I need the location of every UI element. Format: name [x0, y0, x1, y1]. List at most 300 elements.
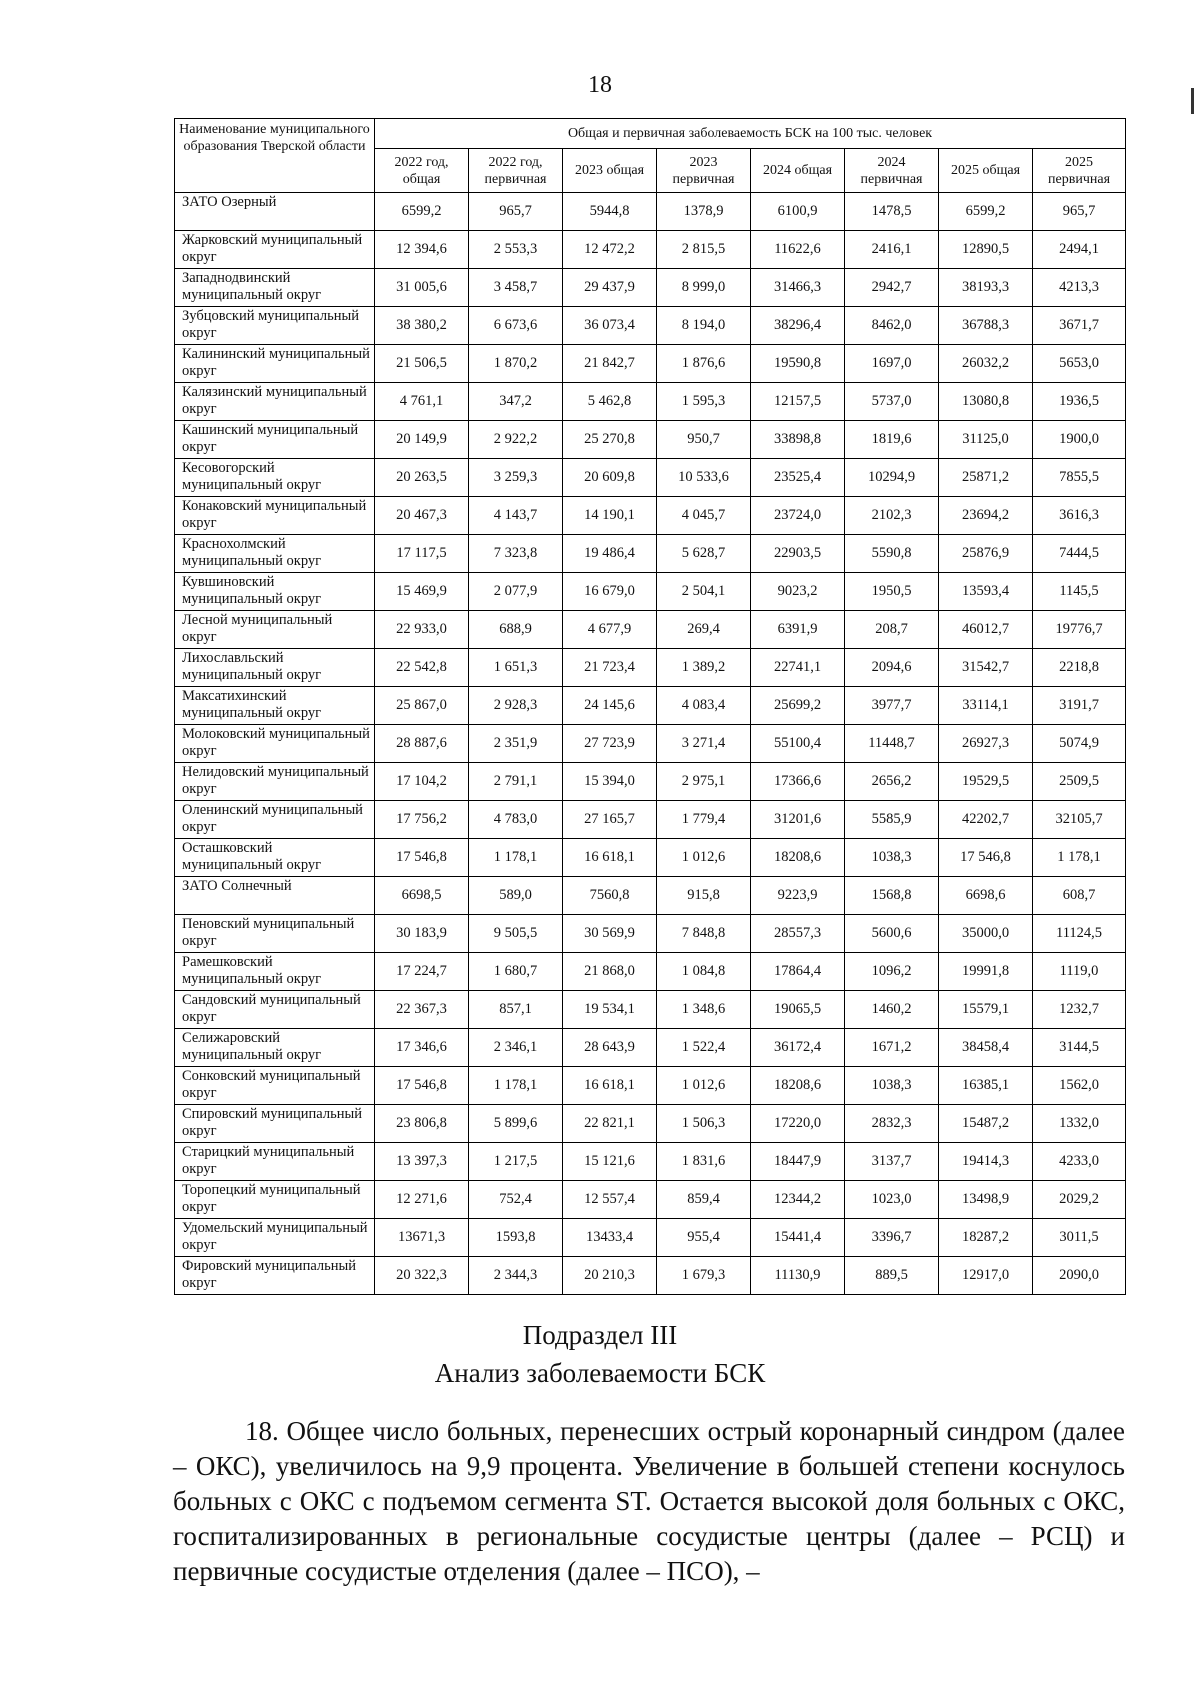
value-cell: 1 522,4	[657, 1029, 751, 1067]
value-cell: 18208,6	[751, 1067, 845, 1105]
value-cell: 2029,2	[1033, 1181, 1126, 1219]
value-cell: 6599,2	[375, 193, 469, 231]
value-cell: 33114,1	[939, 687, 1033, 725]
table-row	[175, 307, 1126, 345]
value-cell: 1119,0	[1033, 953, 1126, 991]
value-cell: 1 348,6	[657, 991, 751, 1029]
value-cell: 21 506,5	[375, 345, 469, 383]
value-cell: 13433,4	[563, 1219, 657, 1257]
subsection-subtitle: Анализ заболеваемости БСК	[434, 1358, 766, 1388]
table-body	[175, 193, 1126, 1295]
value-cell: 13671,3	[375, 1219, 469, 1257]
value-cell: 4 783,0	[469, 801, 563, 839]
value-cell: 15487,2	[939, 1105, 1033, 1143]
table-row	[175, 345, 1126, 383]
value-cell: 6100,9	[751, 193, 845, 231]
value-cell: 3011,5	[1033, 1219, 1126, 1257]
value-cell: 2 922,2	[469, 421, 563, 459]
value-cell: 27 723,9	[563, 725, 657, 763]
value-cell: 22 821,1	[563, 1105, 657, 1143]
municipality-name-cell: Калининский муниципальный округ	[175, 345, 375, 383]
table-row	[175, 1105, 1126, 1143]
value-cell: 9223,9	[751, 877, 845, 915]
municipality-name-cell: Калязинский муниципальный округ	[175, 383, 375, 421]
value-cell: 7444,5	[1033, 535, 1126, 573]
table-row	[175, 611, 1126, 649]
value-cell: 21 868,0	[563, 953, 657, 991]
body-paragraph: 18. Общее число больных, перенесших острый коронарный синдром (далее – ОКС), увеличилось на 9,9 процента. Увеличение в большей степени коснулось больных с ОКС с подъемом сегмента ST. Остается высокой доля больных с ОКС, госпитализированных в региональные сосудистые центры (далее – РСЦ) и первичные сосудистые отделения (далее – ПСО), –	[173, 1416, 1125, 1586]
municipality-name-cell: Старицкий муниципальный округ	[175, 1143, 375, 1181]
value-cell: 1 389,2	[657, 649, 751, 687]
value-cell: 6391,9	[751, 611, 845, 649]
value-cell: 10294,9	[845, 459, 939, 497]
municipality-name-cell: Торопецкий муниципальный округ	[175, 1181, 375, 1219]
value-cell: 15579,1	[939, 991, 1033, 1029]
table-row	[175, 1143, 1126, 1181]
value-cell: 22 367,3	[375, 991, 469, 1029]
value-cell: 4 761,1	[375, 383, 469, 421]
value-cell: 1 178,1	[469, 839, 563, 877]
value-cell: 859,4	[657, 1181, 751, 1219]
value-cell: 13080,8	[939, 383, 1033, 421]
value-cell: 17 546,8	[375, 839, 469, 877]
value-cell: 1593,8	[469, 1219, 563, 1257]
value-cell: 1 679,3	[657, 1257, 751, 1295]
value-cell: 20 149,9	[375, 421, 469, 459]
value-cell: 1 779,4	[657, 801, 751, 839]
municipality-name-cell: Удомельский муниципальный округ	[175, 1219, 375, 1257]
value-cell: 2494,1	[1033, 231, 1126, 269]
value-cell: 28 887,6	[375, 725, 469, 763]
municipality-name-cell: ЗАТО Озерный	[175, 193, 375, 231]
value-cell: 25871,2	[939, 459, 1033, 497]
value-cell: 17 104,2	[375, 763, 469, 801]
value-cell: 1478,5	[845, 193, 939, 231]
morbidity-group-header: Общая и первичная заболеваемость БСК на 100 тыс. человек	[375, 119, 1126, 149]
value-cell: 965,7	[469, 193, 563, 231]
municipality-name-cell: Кашинский муниципальный округ	[175, 421, 375, 459]
value-cell: 2 791,1	[469, 763, 563, 801]
municipality-name-cell: Молоковский муниципальный округ	[175, 725, 375, 763]
value-cell: 2 553,3	[469, 231, 563, 269]
table-row	[175, 573, 1126, 611]
value-cell: 19991,8	[939, 953, 1033, 991]
value-cell: 25699,2	[751, 687, 845, 725]
value-cell: 23694,2	[939, 497, 1033, 535]
value-cell: 29 437,9	[563, 269, 657, 307]
municipality-name-cell: Зубцовский муниципальный округ	[175, 307, 375, 345]
municipality-name-cell: Спировский муниципальный округ	[175, 1105, 375, 1143]
value-cell: 38296,4	[751, 307, 845, 345]
value-cell: 4 143,7	[469, 497, 563, 535]
value-cell: 19590,8	[751, 345, 845, 383]
value-cell: 12344,2	[751, 1181, 845, 1219]
value-cell: 688,9	[469, 611, 563, 649]
value-cell: 1 831,6	[657, 1143, 751, 1181]
value-cell: 20 322,3	[375, 1257, 469, 1295]
value-cell: 9 505,5	[469, 915, 563, 953]
value-cell: 17220,0	[751, 1105, 845, 1143]
value-cell: 21 842,7	[563, 345, 657, 383]
value-cell: 915,8	[657, 877, 751, 915]
value-cell: 2 975,1	[657, 763, 751, 801]
municipality-name-cell: Кувшиновский муниципальный округ	[175, 573, 375, 611]
value-cell: 38 380,2	[375, 307, 469, 345]
value-cell: 17864,4	[751, 953, 845, 991]
value-cell: 3 458,7	[469, 269, 563, 307]
value-cell: 30 183,9	[375, 915, 469, 953]
value-cell: 15441,4	[751, 1219, 845, 1257]
value-cell: 42202,7	[939, 801, 1033, 839]
value-cell: 23 806,8	[375, 1105, 469, 1143]
value-cell: 1232,7	[1033, 991, 1126, 1029]
value-cell: 20 467,3	[375, 497, 469, 535]
value-cell: 12157,5	[751, 383, 845, 421]
value-cell: 8 999,0	[657, 269, 751, 307]
municipality-name-cell: Кесовогорский муниципальный округ	[175, 459, 375, 497]
table-row	[175, 687, 1126, 725]
value-cell: 31201,6	[751, 801, 845, 839]
value-cell: 589,0	[469, 877, 563, 915]
value-cell: 1 651,3	[469, 649, 563, 687]
value-cell: 11124,5	[1033, 915, 1126, 953]
municipality-name-cell: Осташковский муниципальный округ	[175, 839, 375, 877]
value-cell: 4 677,9	[563, 611, 657, 649]
value-cell: 6698,5	[375, 877, 469, 915]
table-row	[175, 497, 1126, 535]
value-cell: 1 506,3	[657, 1105, 751, 1143]
table-row	[175, 1029, 1126, 1067]
municipality-name-cell: Нелидовский муниципальный округ	[175, 763, 375, 801]
value-cell: 12 557,4	[563, 1181, 657, 1219]
municipality-name-cell: Селижаровский муниципальный округ	[175, 1029, 375, 1067]
value-cell: 5 628,7	[657, 535, 751, 573]
page-number: 18	[588, 72, 612, 98]
value-cell: 1038,3	[845, 839, 939, 877]
value-cell: 21 723,4	[563, 649, 657, 687]
value-cell: 2094,6	[845, 649, 939, 687]
value-cell: 15 121,6	[563, 1143, 657, 1181]
value-cell: 1023,0	[845, 1181, 939, 1219]
morbidity-table	[174, 118, 1126, 1295]
municipality-name-cell: Конаковский муниципальный округ	[175, 497, 375, 535]
value-cell: 1568,8	[845, 877, 939, 915]
value-cell: 5 899,6	[469, 1105, 563, 1143]
table-row	[175, 1067, 1126, 1105]
table-row	[175, 383, 1126, 421]
value-cell: 26927,3	[939, 725, 1033, 763]
table-row	[175, 915, 1126, 953]
subsection-heading	[0, 1316, 1200, 1392]
value-cell: 1 870,2	[469, 345, 563, 383]
column-header: 2024 первичная	[845, 149, 939, 193]
value-cell: 2 504,1	[657, 573, 751, 611]
value-cell: 965,7	[1033, 193, 1126, 231]
value-cell: 1 012,6	[657, 839, 751, 877]
value-cell: 1 595,3	[657, 383, 751, 421]
value-cell: 31466,3	[751, 269, 845, 307]
value-cell: 9023,2	[751, 573, 845, 611]
value-cell: 208,7	[845, 611, 939, 649]
column-header: 2023 первичная	[657, 149, 751, 193]
value-cell: 1460,2	[845, 991, 939, 1029]
value-cell: 752,4	[469, 1181, 563, 1219]
value-cell: 16 679,0	[563, 573, 657, 611]
value-cell: 2509,5	[1033, 763, 1126, 801]
value-cell: 30 569,9	[563, 915, 657, 953]
value-cell: 22903,5	[751, 535, 845, 573]
value-cell: 608,7	[1033, 877, 1126, 915]
municipality-name-cell: Фировский муниципальный округ	[175, 1257, 375, 1295]
value-cell: 5 462,8	[563, 383, 657, 421]
municipality-name-cell: Жарковский муниципальный округ	[175, 231, 375, 269]
column-header: 2024 общая	[751, 149, 845, 193]
municipality-name-header: Наименование муниципального образования Тверской области	[175, 119, 375, 193]
value-cell: 955,4	[657, 1219, 751, 1257]
value-cell: 18208,6	[751, 839, 845, 877]
value-cell: 15 394,0	[563, 763, 657, 801]
value-cell: 3137,7	[845, 1143, 939, 1181]
table-row	[175, 839, 1126, 877]
table-row	[175, 877, 1126, 915]
column-header: 2025 первичная	[1033, 149, 1126, 193]
value-cell: 35000,0	[939, 915, 1033, 953]
table-row	[175, 421, 1126, 459]
value-cell: 2 346,1	[469, 1029, 563, 1067]
value-cell: 1562,0	[1033, 1067, 1126, 1105]
value-cell: 3144,5	[1033, 1029, 1126, 1067]
value-cell: 38193,3	[939, 269, 1033, 307]
value-cell: 19065,5	[751, 991, 845, 1029]
value-cell: 11130,9	[751, 1257, 845, 1295]
value-cell: 27 165,7	[563, 801, 657, 839]
municipality-name-cell: ЗАТО Солнечный	[175, 877, 375, 915]
table-row	[175, 193, 1126, 231]
value-cell: 2218,8	[1033, 649, 1126, 687]
value-cell: 12890,5	[939, 231, 1033, 269]
value-cell: 8462,0	[845, 307, 939, 345]
value-cell: 950,7	[657, 421, 751, 459]
value-cell: 5074,9	[1033, 725, 1126, 763]
value-cell: 2 815,5	[657, 231, 751, 269]
table-row	[175, 231, 1126, 269]
table-row	[175, 801, 1126, 839]
value-cell: 32105,7	[1033, 801, 1126, 839]
value-cell: 22 542,8	[375, 649, 469, 687]
value-cell: 5737,0	[845, 383, 939, 421]
table-row	[175, 1181, 1126, 1219]
value-cell: 7 848,8	[657, 915, 751, 953]
value-cell: 5944,8	[563, 193, 657, 231]
value-cell: 19529,5	[939, 763, 1033, 801]
value-cell: 25 867,0	[375, 687, 469, 725]
municipality-name-cell: Краснохолмский муниципальный округ	[175, 535, 375, 573]
value-cell: 1332,0	[1033, 1105, 1126, 1143]
value-cell: 24 145,6	[563, 687, 657, 725]
table-row	[175, 1257, 1126, 1295]
value-cell: 5585,9	[845, 801, 939, 839]
value-cell: 17 224,7	[375, 953, 469, 991]
value-cell: 26032,2	[939, 345, 1033, 383]
value-cell: 1 876,6	[657, 345, 751, 383]
value-cell: 5600,6	[845, 915, 939, 953]
value-cell: 17 756,2	[375, 801, 469, 839]
value-cell: 25 270,8	[563, 421, 657, 459]
value-cell: 269,4	[657, 611, 751, 649]
value-cell: 889,5	[845, 1257, 939, 1295]
value-cell: 2 928,3	[469, 687, 563, 725]
value-cell: 12 271,6	[375, 1181, 469, 1219]
value-cell: 1950,5	[845, 573, 939, 611]
table-row	[175, 535, 1126, 573]
value-cell: 2416,1	[845, 231, 939, 269]
value-cell: 7855,5	[1033, 459, 1126, 497]
value-cell: 6599,2	[939, 193, 1033, 231]
value-cell: 1819,6	[845, 421, 939, 459]
value-cell: 17 546,8	[375, 1067, 469, 1105]
value-cell: 2 344,3	[469, 1257, 563, 1295]
subsection-title: Подраздел III	[522, 1320, 678, 1350]
value-cell: 19776,7	[1033, 611, 1126, 649]
value-cell: 13593,4	[939, 573, 1033, 611]
municipality-name-cell: Оленинский муниципальный округ	[175, 801, 375, 839]
value-cell: 16 618,1	[563, 1067, 657, 1105]
value-cell: 36788,3	[939, 307, 1033, 345]
table-row	[175, 1219, 1126, 1257]
value-cell: 7560,8	[563, 877, 657, 915]
value-cell: 7 323,8	[469, 535, 563, 573]
value-cell: 17366,6	[751, 763, 845, 801]
value-cell: 28 643,9	[563, 1029, 657, 1067]
value-cell: 31125,0	[939, 421, 1033, 459]
value-cell: 1378,9	[657, 193, 751, 231]
value-cell: 2102,3	[845, 497, 939, 535]
value-cell: 11448,7	[845, 725, 939, 763]
value-cell: 14 190,1	[563, 497, 657, 535]
value-cell: 19 534,1	[563, 991, 657, 1029]
value-cell: 31 005,6	[375, 269, 469, 307]
value-cell: 16 618,1	[563, 839, 657, 877]
value-cell: 12917,0	[939, 1257, 1033, 1295]
value-cell: 22 933,0	[375, 611, 469, 649]
scan-edge-mark	[1191, 88, 1194, 114]
column-header: 2022 год, первичная	[469, 149, 563, 193]
value-cell: 857,1	[469, 991, 563, 1029]
value-cell: 22741,1	[751, 649, 845, 687]
value-cell: 1671,2	[845, 1029, 939, 1067]
value-cell: 36 073,4	[563, 307, 657, 345]
value-cell: 3671,7	[1033, 307, 1126, 345]
table-row	[175, 269, 1126, 307]
value-cell: 18287,2	[939, 1219, 1033, 1257]
value-cell: 23724,0	[751, 497, 845, 535]
value-cell: 347,2	[469, 383, 563, 421]
value-cell: 1 084,8	[657, 953, 751, 991]
value-cell: 3191,7	[1033, 687, 1126, 725]
value-cell: 13498,9	[939, 1181, 1033, 1219]
value-cell: 2 351,9	[469, 725, 563, 763]
value-cell: 1038,3	[845, 1067, 939, 1105]
column-header: 2025 общая	[939, 149, 1033, 193]
value-cell: 3 259,3	[469, 459, 563, 497]
municipality-name-cell: Западнодвинский муниципальный округ	[175, 269, 375, 307]
value-cell: 1936,5	[1033, 383, 1126, 421]
value-cell: 36172,4	[751, 1029, 845, 1067]
value-cell: 6 673,6	[469, 307, 563, 345]
municipality-name-cell: Лихославльский муниципальный округ	[175, 649, 375, 687]
value-cell: 3 271,4	[657, 725, 751, 763]
value-cell: 5653,0	[1033, 345, 1126, 383]
value-cell: 1900,0	[1033, 421, 1126, 459]
value-cell: 2 077,9	[469, 573, 563, 611]
value-cell: 19414,3	[939, 1143, 1033, 1181]
value-cell: 10 533,6	[657, 459, 751, 497]
municipality-name-cell: Пеновский муниципальный округ	[175, 915, 375, 953]
value-cell: 11622,6	[751, 231, 845, 269]
value-cell: 1145,5	[1033, 573, 1126, 611]
value-cell: 55100,4	[751, 725, 845, 763]
value-cell: 4213,3	[1033, 269, 1126, 307]
table-row	[175, 725, 1126, 763]
value-cell: 16385,1	[939, 1067, 1033, 1105]
value-cell: 17 346,6	[375, 1029, 469, 1067]
table-row	[175, 953, 1126, 991]
value-cell: 2832,3	[845, 1105, 939, 1143]
value-cell: 2656,2	[845, 763, 939, 801]
value-cell: 3977,7	[845, 687, 939, 725]
value-cell: 33898,8	[751, 421, 845, 459]
column-header: 2023 общая	[563, 149, 657, 193]
value-cell: 17 117,5	[375, 535, 469, 573]
value-cell: 4 083,4	[657, 687, 751, 725]
table-row	[175, 459, 1126, 497]
value-cell: 12 394,6	[375, 231, 469, 269]
municipality-name-cell: Сандовский муниципальный округ	[175, 991, 375, 1029]
value-cell: 1697,0	[845, 345, 939, 383]
value-cell: 20 609,8	[563, 459, 657, 497]
value-cell: 13 397,3	[375, 1143, 469, 1181]
value-cell: 1 178,1	[1033, 839, 1126, 877]
value-cell: 38458,4	[939, 1029, 1033, 1067]
value-cell: 2090,0	[1033, 1257, 1126, 1295]
table-row	[175, 763, 1126, 801]
municipality-name-cell: Максатихинский муниципальный округ	[175, 687, 375, 725]
value-cell: 1 680,7	[469, 953, 563, 991]
municipality-name-cell: Лесной муниципальный округ	[175, 611, 375, 649]
value-cell: 12 472,2	[563, 231, 657, 269]
value-cell: 28557,3	[751, 915, 845, 953]
value-cell: 20 210,3	[563, 1257, 657, 1295]
value-cell: 25876,9	[939, 535, 1033, 573]
value-cell: 23525,4	[751, 459, 845, 497]
value-cell: 46012,7	[939, 611, 1033, 649]
value-cell: 15 469,9	[375, 573, 469, 611]
value-cell: 17 546,8	[939, 839, 1033, 877]
value-cell: 19 486,4	[563, 535, 657, 573]
table-row	[175, 991, 1126, 1029]
table-row	[175, 649, 1126, 687]
value-cell: 1 012,6	[657, 1067, 751, 1105]
value-cell: 20 263,5	[375, 459, 469, 497]
value-cell: 6698,6	[939, 877, 1033, 915]
value-cell: 3616,3	[1033, 497, 1126, 535]
column-header: 2022 год, общая	[375, 149, 469, 193]
value-cell: 1096,2	[845, 953, 939, 991]
value-cell: 1 217,5	[469, 1143, 563, 1181]
value-cell: 8 194,0	[657, 307, 751, 345]
value-cell: 5590,8	[845, 535, 939, 573]
value-cell: 4 045,7	[657, 497, 751, 535]
